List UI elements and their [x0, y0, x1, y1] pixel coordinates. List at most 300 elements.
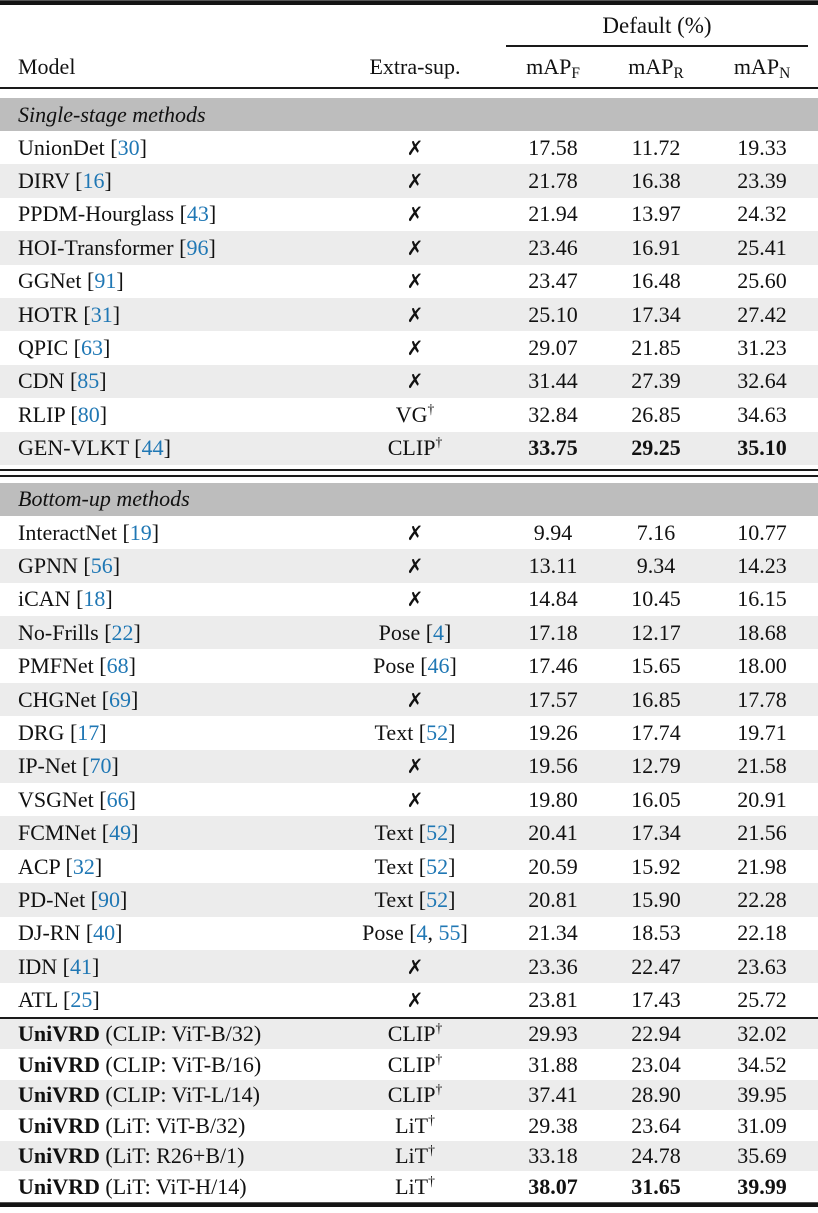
map-value: 20.41 — [528, 820, 578, 846]
map-value-cell — [606, 653, 706, 679]
map-value: 21.98 — [737, 853, 787, 879]
map-value: 26.85 — [631, 401, 681, 427]
table-row — [0, 883, 818, 916]
extra-sup-cell — [330, 586, 500, 612]
map-value: 24.78 — [631, 1143, 681, 1169]
table-row — [0, 950, 818, 983]
map-value-cell — [500, 653, 606, 679]
map-value-cell — [606, 435, 706, 461]
map-value: 19.56 — [528, 753, 578, 779]
map-value: 12.17 — [631, 619, 681, 645]
map-value-cell — [500, 954, 606, 980]
xmark-icon: ✗ — [406, 135, 424, 160]
metric-subscript: F — [571, 64, 580, 82]
metric-base: mAP — [628, 54, 674, 79]
extra-sup-cell — [330, 787, 500, 813]
map-value: 25.10 — [528, 301, 578, 327]
spacer — [0, 89, 818, 98]
xmark-icon: ✗ — [406, 754, 424, 779]
map-value: 32.84 — [528, 401, 578, 427]
citation-link[interactable]: 52 — [426, 719, 449, 745]
map-value-cell — [606, 368, 706, 394]
map-value: 22.47 — [631, 953, 681, 979]
citation-link[interactable]: 31 — [90, 301, 113, 327]
citation-link[interactable]: 40 — [93, 920, 116, 946]
map-value: 17.34 — [631, 301, 681, 327]
map-value-cell — [706, 586, 818, 612]
map-value-cell — [706, 1021, 818, 1047]
map-value-cell — [500, 753, 606, 779]
column-header-map-n — [706, 54, 818, 80]
map-value: 16.05 — [631, 786, 681, 812]
model-name-cell: ACP [32] — [18, 853, 103, 879]
map-value: 7.16 — [636, 519, 676, 545]
dagger-icon: † — [428, 1112, 435, 1128]
citation-link[interactable]: 25 — [70, 987, 93, 1013]
map-value-cell — [606, 753, 706, 779]
map-value-cell — [606, 553, 706, 579]
extra-sup-cell — [330, 235, 500, 261]
map-value-cell — [500, 1082, 606, 1108]
citation-link[interactable]: 4 — [433, 619, 445, 645]
map-value-cell — [606, 302, 706, 328]
map-value-cell — [606, 687, 706, 713]
citation-link[interactable]: 49 — [109, 820, 132, 846]
xmark-icon: ✗ — [406, 587, 424, 612]
map-value: 21.56 — [737, 820, 787, 846]
map-value: 9.94 — [533, 519, 573, 545]
group-header-row — [0, 5, 818, 47]
dagger-icon: † — [428, 1142, 435, 1158]
model-name-cell: PPDM-Hourglass [43] — [18, 201, 217, 227]
map-value-cell — [606, 1174, 706, 1200]
map-value: 19.26 — [528, 719, 578, 745]
table-row — [0, 516, 818, 549]
map-value: 21.85 — [631, 335, 681, 361]
table-row — [0, 398, 818, 431]
citation-link[interactable]: 70 — [89, 753, 112, 779]
map-value-cell — [606, 1143, 706, 1169]
model-name-cell: DIRV [16] — [18, 168, 112, 194]
model-name-cell: GPNN [56] — [18, 552, 121, 578]
extra-sup-cell — [330, 520, 500, 546]
model-name-cell: UniVRD (LiT: R26+B/1) — [18, 1143, 245, 1169]
map-value: 35.10 — [737, 435, 787, 461]
map-value-cell — [500, 168, 606, 194]
model-name-cell: CHGNet [69] — [18, 686, 139, 712]
map-value-cell — [606, 1021, 706, 1047]
map-value: 14.84 — [528, 586, 578, 612]
map-value: 22.28 — [737, 886, 787, 912]
citation-link[interactable]: 63 — [80, 335, 103, 361]
dagger-icon: † — [428, 1173, 435, 1189]
citation-link[interactable]: 30 — [117, 134, 140, 160]
map-value-cell — [706, 820, 818, 846]
map-value: 32.02 — [737, 1021, 787, 1047]
map-value: 29.38 — [528, 1112, 578, 1138]
single-stage-rows — [0, 131, 818, 465]
map-value-cell — [606, 235, 706, 261]
extra-sup-cell — [330, 687, 500, 713]
map-value: 16.85 — [631, 686, 681, 712]
extra-sup-cell: Pose [46] — [373, 653, 457, 679]
map-value-cell — [500, 1021, 606, 1047]
map-value: 32.64 — [737, 368, 787, 394]
map-value-cell — [706, 1082, 818, 1108]
map-value-cell — [706, 435, 818, 461]
table-row — [0, 649, 818, 682]
table-row — [0, 750, 818, 783]
map-value: 23.46 — [528, 234, 578, 260]
dagger-icon: † — [435, 1020, 443, 1036]
map-value: 23.04 — [631, 1051, 681, 1077]
column-header-map-r — [606, 54, 706, 80]
extra-sup-cell: Pose [4] — [378, 619, 452, 645]
model-name-bold: UniVRD — [18, 1112, 100, 1138]
section-divider-double-rule — [0, 469, 818, 477]
column-header-extra-sup: Extra-sup. — [369, 54, 461, 79]
map-value: 9.34 — [636, 552, 676, 578]
map-value: 10.45 — [631, 586, 681, 612]
univrd-rows — [0, 1019, 818, 1202]
table-row — [0, 1080, 818, 1111]
map-value: 31.65 — [631, 1173, 681, 1199]
map-value: 33.18 — [528, 1143, 578, 1169]
map-value-cell — [706, 1143, 818, 1169]
model-name-cell: DJ-RN [40] — [18, 920, 123, 946]
map-value: 37.41 — [528, 1082, 578, 1108]
map-value-cell — [500, 787, 606, 813]
table-bottom-rule — [0, 1202, 818, 1207]
xmark-icon: ✗ — [406, 302, 424, 327]
model-name-cell: GGNet [91] — [18, 268, 124, 294]
citation-link[interactable]: 18 — [83, 586, 106, 612]
map-value: 18.00 — [737, 653, 787, 679]
extra-sup-cell: Text [52] — [374, 886, 456, 912]
map-value: 21.78 — [528, 168, 578, 194]
table-row — [0, 265, 818, 298]
map-value: 16.91 — [631, 234, 681, 260]
map-value-cell — [706, 954, 818, 980]
map-value-cell — [706, 268, 818, 294]
citation-link[interactable]: 16 — [82, 168, 105, 194]
section-title: Single-stage methods — [18, 101, 206, 127]
model-name-cell: ATL [25] — [18, 987, 100, 1013]
xmark-icon: ✗ — [406, 202, 424, 227]
extra-sup-cell — [330, 753, 500, 779]
xmark-icon: ✗ — [406, 269, 424, 294]
map-value: 16.38 — [631, 168, 681, 194]
table-row — [0, 616, 818, 649]
model-name-bold: UniVRD — [18, 1143, 100, 1169]
metric-subscript: R — [673, 64, 684, 82]
xmark-icon: ✗ — [406, 336, 424, 361]
group-header-default — [506, 9, 808, 47]
citation-link[interactable]: 32 — [72, 853, 95, 879]
map-value: 25.60 — [737, 268, 787, 294]
citation-link[interactable]: 52 — [426, 820, 449, 846]
extra-sup-cell — [330, 302, 500, 328]
table-row — [0, 331, 818, 364]
table-row — [0, 1110, 818, 1141]
citation-link[interactable]: 52 — [426, 853, 449, 879]
model-name-cell: QPIC [63] — [18, 335, 111, 361]
map-value: 22.94 — [631, 1021, 681, 1047]
xmark-icon: ✗ — [406, 520, 424, 545]
model-name-cell: GEN-VLKT [44] — [18, 435, 171, 461]
extra-sup-cell: CLIP† — [387, 1020, 443, 1047]
table-row — [0, 683, 818, 716]
map-value: 16.15 — [737, 586, 787, 612]
extra-sup-cell: CLIP† — [387, 434, 443, 461]
map-value: 11.72 — [631, 134, 681, 160]
map-value: 23.63 — [737, 953, 787, 979]
extra-sup-cell: Text [52] — [374, 820, 456, 846]
map-value: 29.93 — [528, 1021, 578, 1047]
map-value: 31.09 — [737, 1112, 787, 1138]
map-value: 17.74 — [631, 719, 681, 745]
extra-sup-cell: LiT† — [395, 1112, 435, 1138]
map-value: 21.34 — [528, 920, 578, 946]
citation-link[interactable]: 17 — [77, 719, 100, 745]
xmark-icon: ✗ — [406, 988, 424, 1013]
map-value-cell — [606, 402, 706, 428]
map-value-cell — [706, 887, 818, 913]
model-name-cell: UnionDet [30] — [18, 134, 147, 160]
map-value: 18.68 — [737, 619, 787, 645]
map-value: 23.36 — [528, 953, 578, 979]
extra-sup-cell — [330, 368, 500, 394]
map-value-cell — [706, 753, 818, 779]
map-value: 19.33 — [737, 134, 787, 160]
map-value-cell — [500, 335, 606, 361]
citation-link[interactable]: 96 — [186, 234, 209, 260]
xmark-icon: ✗ — [406, 954, 424, 979]
table-row — [0, 549, 818, 582]
map-value: 12.79 — [631, 753, 681, 779]
model-name-cell: No-Frills [22] — [18, 619, 141, 645]
map-value-cell — [606, 854, 706, 880]
map-value: 27.42 — [737, 301, 787, 327]
map-value-cell — [706, 920, 818, 946]
map-value-cell — [500, 1143, 606, 1169]
map-value-cell — [606, 954, 706, 980]
map-value-cell — [606, 887, 706, 913]
model-name-bold: UniVRD — [18, 1021, 100, 1047]
map-value: 29.07 — [528, 335, 578, 361]
citation-link[interactable]: 69 — [109, 686, 132, 712]
map-value: 23.39 — [737, 168, 787, 194]
table-row — [0, 816, 818, 849]
map-value: 14.23 — [737, 552, 787, 578]
model-name-cell: IDN [41] — [18, 953, 100, 979]
table-row — [0, 231, 818, 264]
map-value: 16.48 — [631, 268, 681, 294]
citation-link[interactable]: 91 — [94, 268, 117, 294]
map-value-cell — [606, 268, 706, 294]
extra-sup-cell — [330, 954, 500, 980]
extra-sup-cell: LiT† — [395, 1173, 435, 1199]
map-value-cell — [706, 1052, 818, 1078]
bottom-up-rows — [0, 516, 818, 1017]
citation-link[interactable]: 85 — [77, 368, 100, 394]
map-value: 33.75 — [528, 435, 578, 461]
map-value: 39.95 — [737, 1082, 787, 1108]
map-value: 13.11 — [528, 552, 578, 578]
extra-sup-cell — [330, 268, 500, 294]
map-value-cell — [500, 402, 606, 428]
metric-base: mAP — [526, 54, 572, 79]
map-value: 20.91 — [737, 786, 787, 812]
citation-link[interactable]: 68 — [106, 653, 129, 679]
map-value: 23.81 — [528, 987, 578, 1013]
map-value-cell — [606, 1082, 706, 1108]
map-value: 38.07 — [528, 1173, 578, 1199]
map-value-cell — [500, 854, 606, 880]
citation-link[interactable]: 52 — [426, 886, 449, 912]
map-value: 17.18 — [528, 619, 578, 645]
xmark-icon: ✗ — [406, 169, 424, 194]
map-value-cell — [500, 302, 606, 328]
map-value-cell — [500, 620, 606, 646]
map-value: 39.99 — [737, 1173, 787, 1199]
citation-link[interactable]: 19 — [129, 519, 152, 545]
map-value-cell — [706, 854, 818, 880]
map-value-cell — [500, 1113, 606, 1139]
map-value: 34.63 — [737, 401, 787, 427]
map-value-cell — [706, 168, 818, 194]
dagger-icon: † — [427, 401, 435, 417]
map-value-cell — [500, 887, 606, 913]
map-value: 21.58 — [737, 753, 787, 779]
citation-link[interactable]: 46 — [427, 653, 450, 679]
xmark-icon: ✗ — [406, 369, 424, 394]
model-name-cell: HOI-Transformer [96] — [18, 234, 216, 260]
model-name-cell: UniVRD (LiT: ViT-H/14) — [18, 1173, 247, 1199]
map-value: 15.90 — [631, 886, 681, 912]
model-name-cell: UniVRD (LiT: ViT-B/32) — [18, 1112, 246, 1138]
map-value-cell — [706, 520, 818, 546]
map-value-cell — [706, 620, 818, 646]
map-value-cell — [706, 135, 818, 161]
map-value: 19.80 — [528, 786, 578, 812]
map-value-cell — [500, 720, 606, 746]
map-value-cell — [706, 402, 818, 428]
citation-link[interactable]: 43 — [186, 201, 209, 227]
map-value-cell — [606, 201, 706, 227]
table-row — [0, 198, 818, 231]
extra-sup-cell: Text [52] — [374, 719, 456, 745]
extra-sup-cell: VG† — [395, 401, 435, 427]
citation-link[interactable]: 56 — [90, 552, 113, 578]
citation-link[interactable]: 55 — [438, 920, 461, 946]
map-value-cell — [706, 368, 818, 394]
map-value-cell — [606, 1052, 706, 1078]
extra-sup-cell: LiT† — [395, 1142, 435, 1169]
model-name-cell: RLIP [80] — [18, 401, 108, 427]
map-value: 17.57 — [528, 686, 578, 712]
table-row — [0, 432, 818, 465]
model-name-cell: VSGNet [66] — [18, 786, 136, 812]
map-value: 23.64 — [631, 1112, 681, 1138]
extra-sup-cell — [330, 168, 500, 194]
citation-link[interactable]: 4 — [416, 920, 428, 946]
section-title: Bottom-up methods — [18, 486, 190, 512]
table-row — [0, 1049, 818, 1080]
map-value: 17.46 — [528, 653, 578, 679]
map-value-cell — [706, 553, 818, 579]
map-value-cell — [706, 687, 818, 713]
map-value-cell — [706, 201, 818, 227]
xmark-icon: ✗ — [406, 553, 424, 578]
map-value: 17.78 — [737, 686, 787, 712]
citation-link[interactable]: 44 — [141, 435, 164, 461]
model-name-cell: UniVRD (CLIP: ViT-L/14) — [18, 1082, 260, 1108]
table-row — [0, 783, 818, 816]
map-value: 24.32 — [737, 201, 787, 227]
xmark-icon: ✗ — [406, 687, 424, 712]
citation-link[interactable]: 66 — [106, 786, 129, 812]
citation-link[interactable]: 41 — [69, 953, 92, 979]
map-value-cell — [606, 987, 706, 1013]
model-name-bold: UniVRD — [18, 1051, 100, 1077]
column-header-map-f — [500, 54, 606, 80]
model-name-cell: PD-Net [90] — [18, 886, 128, 912]
map-value-cell — [500, 820, 606, 846]
model-name-cell: IP-Net [70] — [18, 753, 119, 779]
metric-subscript: N — [779, 64, 791, 82]
column-header-model: Model — [18, 54, 76, 79]
extra-sup-cell: Pose [4, 55] — [362, 920, 468, 946]
xmark-icon: ✗ — [406, 235, 424, 260]
map-value-cell — [706, 1113, 818, 1139]
dagger-icon: † — [435, 1051, 443, 1067]
map-value-cell — [606, 335, 706, 361]
model-name-bold: UniVRD — [18, 1173, 100, 1199]
model-name-cell: CDN [85] — [18, 368, 107, 394]
citation-link[interactable]: 80 — [77, 401, 100, 427]
map-value-cell — [606, 168, 706, 194]
map-value: 31.44 — [528, 368, 578, 394]
map-value: 17.58 — [528, 134, 578, 160]
map-value-cell — [500, 987, 606, 1013]
extra-sup-cell — [330, 201, 500, 227]
model-name-cell: PMFNet [68] — [18, 653, 136, 679]
table-row — [0, 1141, 818, 1172]
map-value: 31.88 — [528, 1051, 578, 1077]
citation-link[interactable]: 90 — [98, 886, 121, 912]
table-row — [0, 298, 818, 331]
table-row — [0, 131, 818, 164]
table-row — [0, 716, 818, 749]
extra-sup-cell — [330, 135, 500, 161]
xmark-icon: ✗ — [406, 787, 424, 812]
table-row — [0, 1171, 818, 1202]
map-value: 31.23 — [737, 335, 787, 361]
map-value-cell — [500, 920, 606, 946]
map-value: 23.47 — [528, 268, 578, 294]
model-name-cell: UniVRD (CLIP: ViT-B/32) — [18, 1021, 262, 1047]
citation-link[interactable]: 22 — [111, 619, 134, 645]
group-header-label: Default (%) — [602, 13, 712, 38]
map-value: 28.90 — [631, 1082, 681, 1108]
extra-sup-cell — [330, 987, 500, 1013]
map-value-cell — [706, 302, 818, 328]
map-value-cell — [706, 1174, 818, 1200]
model-name-bold: UniVRD — [18, 1082, 100, 1108]
table-row — [0, 365, 818, 398]
table-row — [0, 1019, 818, 1050]
